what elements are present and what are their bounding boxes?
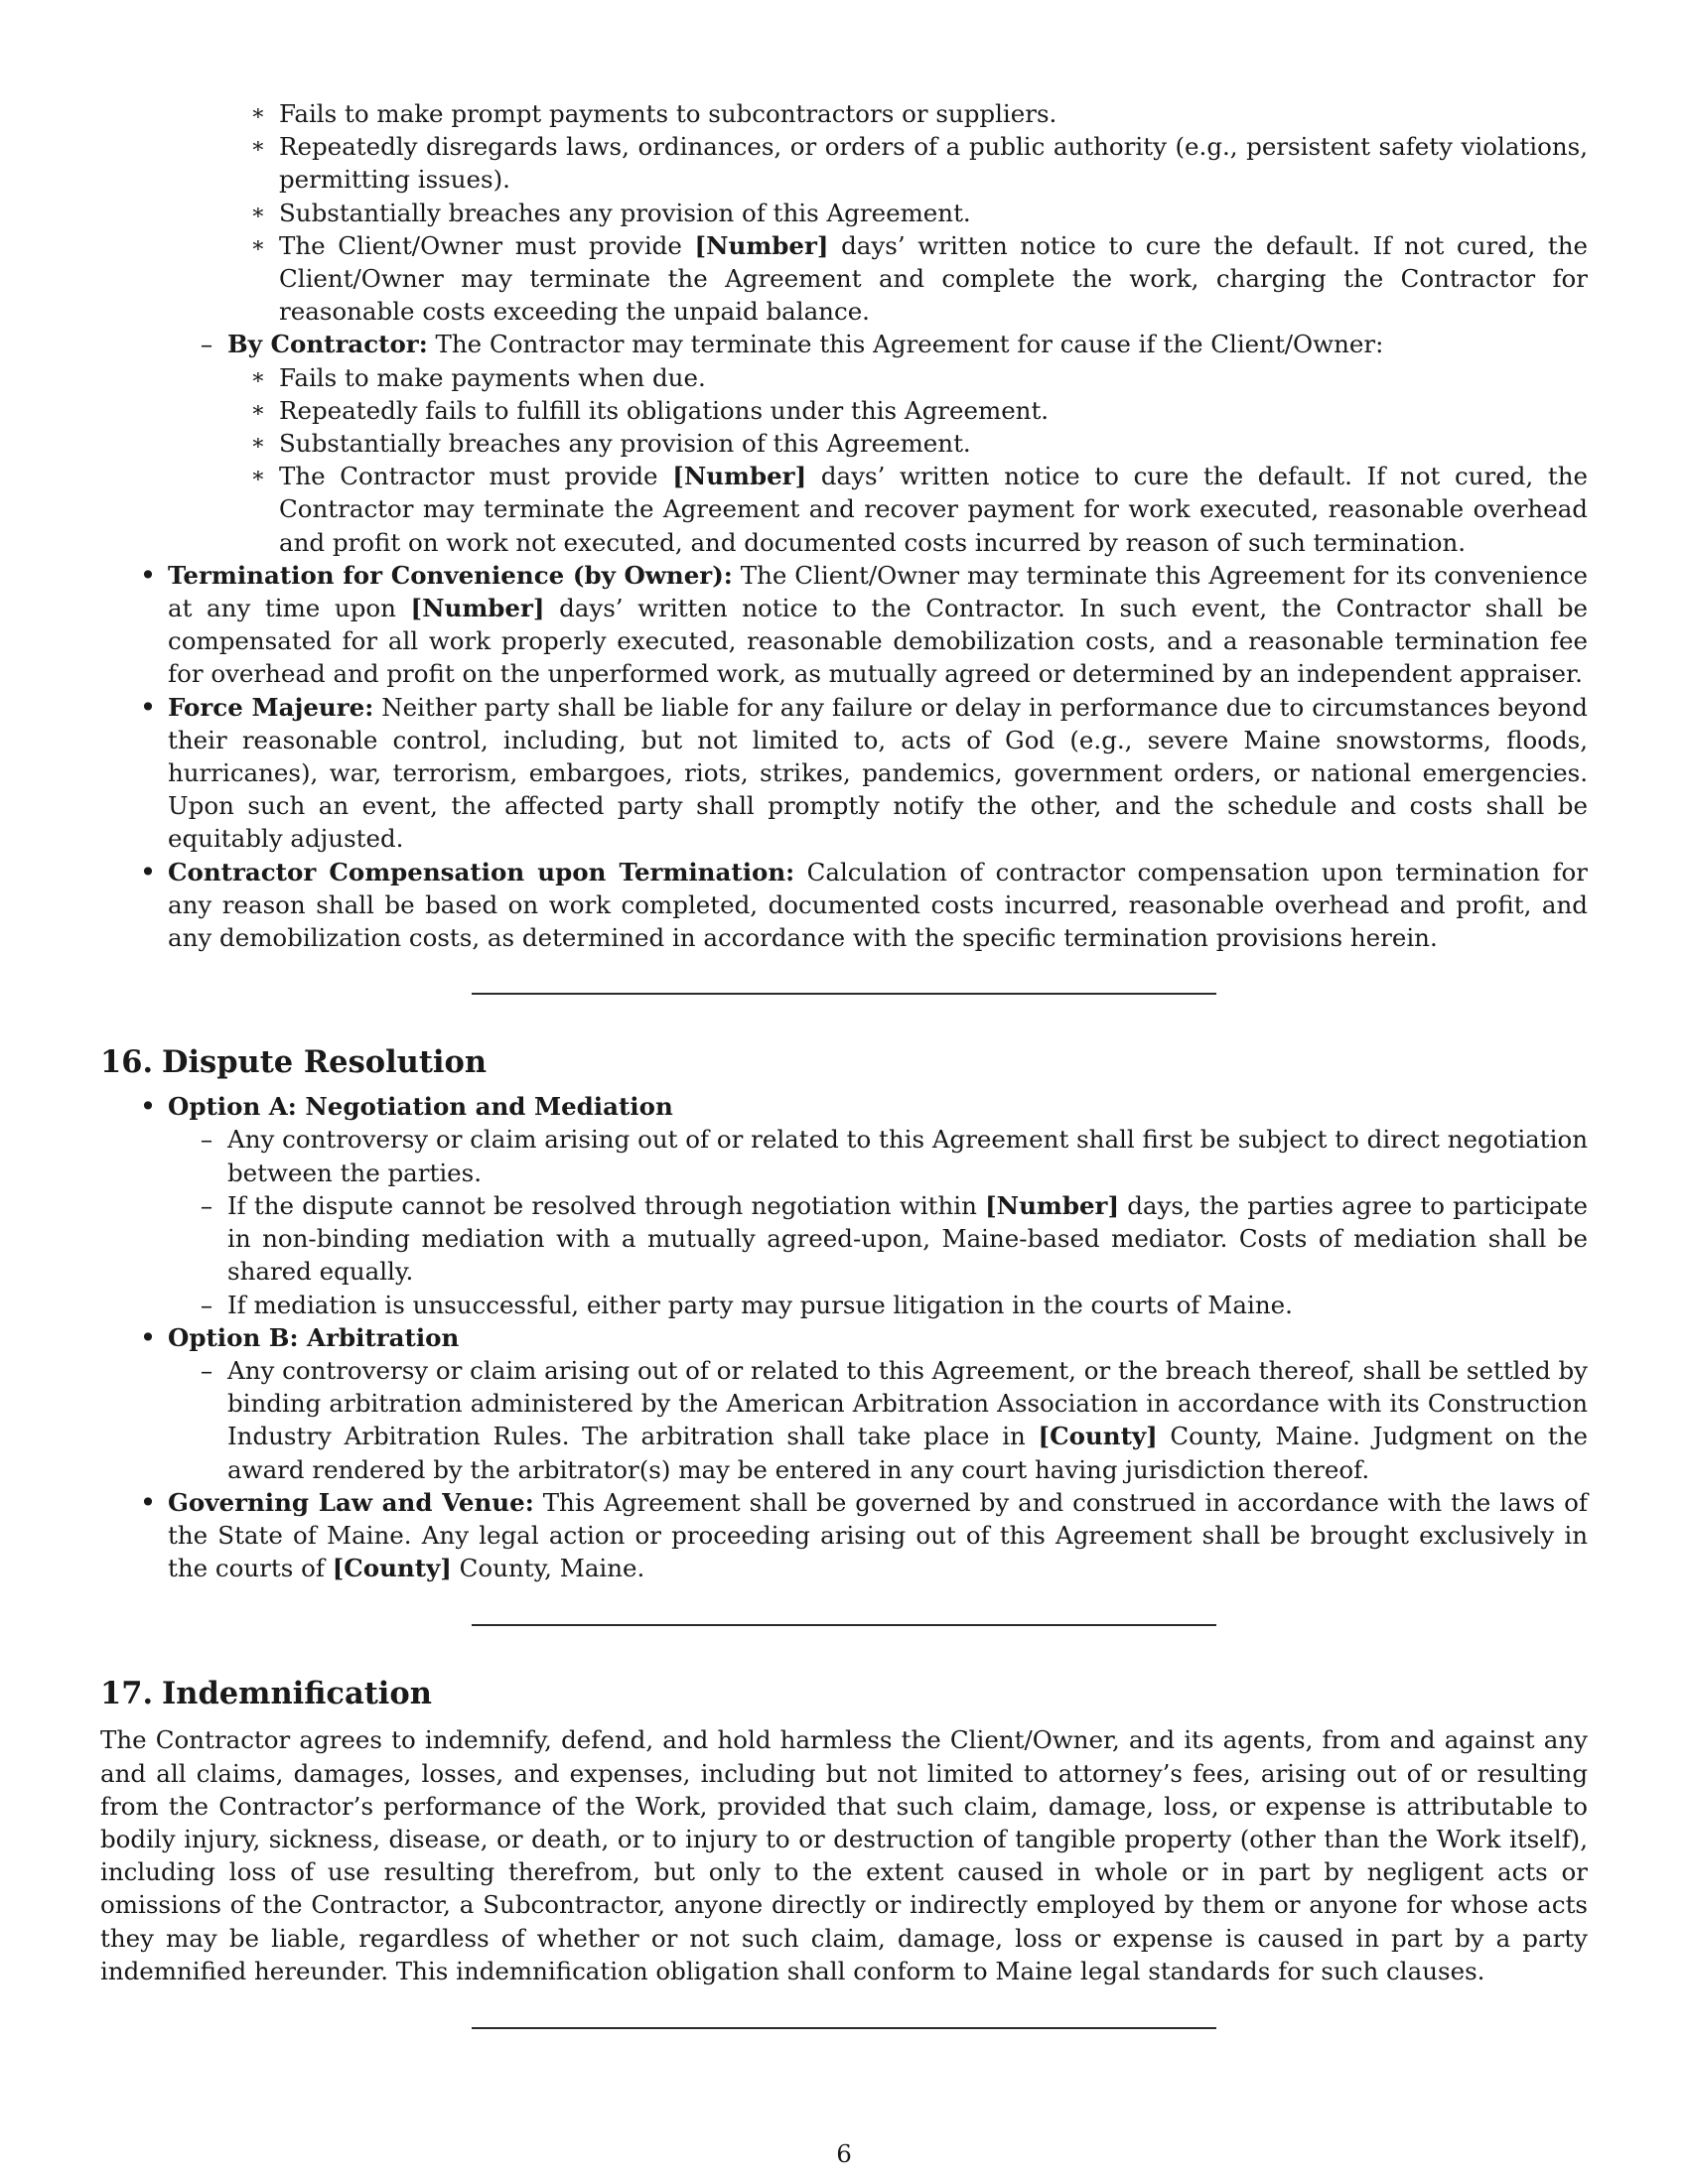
- section-divider: [472, 993, 1216, 995]
- star-bullet-icon: ∗: [250, 232, 266, 258]
- dash-bullet-icon: –: [200, 330, 213, 359]
- list-item: • Contractor Compensation upon Termination: Calculation of contractor compensation upon termination for any reason shall be based on work completed, documented costs incurred, reasonable overhead and profit, and any demobilization costs, as determined in accordance with the specific termination provisions herein.: [100, 856, 1588, 955]
- star-bullet-icon: ∗: [250, 200, 266, 225]
- placeholder-field: [Number]: [672, 462, 807, 491]
- list-item: ∗ Fails to make payments when due.: [100, 361, 1588, 394]
- star-bullet-icon: ∗: [250, 134, 266, 160]
- star-bullet-icon: ∗: [250, 364, 266, 390]
- list-item: • Option A: Negotiation and Mediation: [100, 1090, 1588, 1123]
- placeholder-field: [Number]: [410, 594, 545, 623]
- dash-bullet-icon: –: [200, 1290, 213, 1319]
- list-item: ∗ Repeatedly disregards laws, ordinances, or orders of a public authority (e.g., persistent safety violations, permitting issues).: [100, 130, 1588, 196]
- bullet-icon: •: [139, 1090, 157, 1124]
- section-heading: 16. Dispute Resolution: [100, 1044, 488, 1081]
- list-item: ∗ Fails to make prompt payments to subcontractors or suppliers.: [100, 97, 1588, 130]
- dash-bullet-icon: –: [200, 1355, 213, 1385]
- star-bullet-icon: ∗: [250, 431, 266, 457]
- bullet-icon: •: [139, 1320, 157, 1354]
- list-item: – By Contractor: The Contractor may terminate this Agreement for cause if the Client/Owner:: [100, 328, 1588, 360]
- bullet-icon: •: [139, 558, 157, 592]
- star-bullet-icon: ∗: [250, 397, 266, 423]
- bullet-icon: •: [139, 1485, 157, 1519]
- list-item: – If the dispute cannot be resolved through negotiation within [Number] days, the parties agree to participate in non-binding mediation with a mutually agreed-upon, Maine-based mediator. Costs of mediation shall be shared equally.: [100, 1189, 1588, 1289]
- dispute-options-list: [100, 1486, 1588, 1585]
- list-item: • Governing Law and Venue: This Agreement shall be governed by and construed in accordance with the laws of the State of Maine. Any legal action or proceeding arising out of this Agreement shall be brought exclusively in the courts of [County] County, Maine.: [100, 1486, 1588, 1585]
- list-item: – Any controversy or claim arising out of or related to this Agreement shall first be subject to direct negotiation between the parties.: [100, 1123, 1588, 1188]
- list-item: • Option B: Arbitration: [100, 1321, 1588, 1354]
- list-item: • Termination for Convenience (by Owner): The Client/Owner may terminate this Agreement for its convenience at any time upon [Number] days’ written notice to the Contractor. In such event, the Contractor shall be compensated for all work properly executed, reasonable demobilization costs, and a reasonable termination fee for overhead and profit on the unperformed work, as mutually agreed or determined by an independent appraiser.: [100, 559, 1588, 691]
- page-content: [100, 97, 1588, 2029]
- star-bullet-icon: ∗: [250, 101, 266, 126]
- dash-bullet-icon: –: [200, 1190, 213, 1220]
- section-divider: [472, 2027, 1216, 2029]
- bullet-icon: •: [139, 690, 157, 724]
- star-bullet-icon: ∗: [250, 464, 266, 489]
- list-item: ∗ The Client/Owner must provide [Number] days’ written notice to cure the default. If not cured, the Client/Owner may terminate the Agreement and complete the work, charging the Contractor for reasonable costs exceeding the unpaid balance.: [100, 229, 1588, 329]
- placeholder-field: [County]: [1038, 1422, 1158, 1451]
- page-number: 6: [836, 2139, 852, 2168]
- contractor-cause-list: [100, 361, 1588, 559]
- dash-bullet-icon: –: [200, 1125, 213, 1155]
- owner-cause-list: [100, 97, 1588, 328]
- list-item: ∗ Substantially breaches any provision of this Agreement.: [100, 427, 1588, 460]
- list-item: – If mediation is unsuccessful, either party may pursue litigation in the courts of Maine.: [100, 1289, 1588, 1321]
- section-heading: 17. Indemnification: [100, 1676, 432, 1712]
- placeholder-field: [Number]: [985, 1190, 1120, 1220]
- option-b-list: [100, 1354, 1588, 1486]
- placeholder-field: [County]: [332, 1554, 452, 1583]
- list-item: ∗ The Contractor must provide [Number] days’ written notice to cure the default. If not cured, the Contractor may terminate the Agreement and recover payment for work executed, reasonable overhead and profit on work not executed, and documented costs incurred by reason of such termination.: [100, 460, 1588, 559]
- indemnification-paragraph: The Contractor agrees to indemnify, defend, and hold harmless the Client/Owner, and its agents, from and against any and all claims, damages, losses, and expenses, including but not limited to attorney’s fees, arising out of or resulting from the Contractor’s performance of the Work, provided that such claim, damage, loss, or expense is attributable to bodily injury, sickness, disease, or death, or to injury to or destruction of tangible property (other than the Work itself), including loss of use resulting therefrom, but only to the extent caused in whole or in part by negligent acts or omissions of the Contractor, a Subcontractor, anyone directly or indirectly employed by them or anyone for whose acts they may be liable, regardless of whether or not such claim, damage, loss or expense is caused in part by a party indemnified hereunder. This indemnification obligation shall conform to Maine legal standards for such clauses.: [100, 1725, 1588, 1985]
- dispute-options-list: [100, 1090, 1588, 1123]
- termination-clauses-list: [100, 559, 1588, 954]
- list-item: ∗ Substantially breaches any provision of this Agreement.: [100, 197, 1588, 229]
- list-item: ∗ Repeatedly fails to fulfill its obligations under this Agreement.: [100, 394, 1588, 427]
- placeholder-field: [Number]: [694, 230, 829, 260]
- section-divider: [472, 1624, 1216, 1626]
- dispute-options-list: [100, 1321, 1588, 1354]
- termination-for-cause-list: [100, 328, 1588, 360]
- bullet-icon: •: [139, 855, 157, 888]
- list-item: – Any controversy or claim arising out of or related to this Agreement, or the breach thereof, shall be settled by binding arbitration administered by the American Arbitration Association in accordance with its Construction Industry Arbitration Rules. The arbitration shall take place in [County] County, Maine. Judgment on the award rendered by the arbitrator(s) may be entered in any court having jurisdiction thereof.: [100, 1354, 1588, 1486]
- option-a-list: [100, 1123, 1588, 1320]
- list-item: • Force Majeure: Neither party shall be liable for any failure or delay in performance due to circumstances beyond their reasonable control, including, but not limited to, acts of God (e.g., severe Maine snowstorms, floods, hurricanes), war, terrorism, embargoes, riots, strikes, pandemics, government orders, or national emergencies. Upon such an event, the affected party shall promptly notify the other, and the schedule and costs shall be equitably adjusted.: [100, 691, 1588, 856]
